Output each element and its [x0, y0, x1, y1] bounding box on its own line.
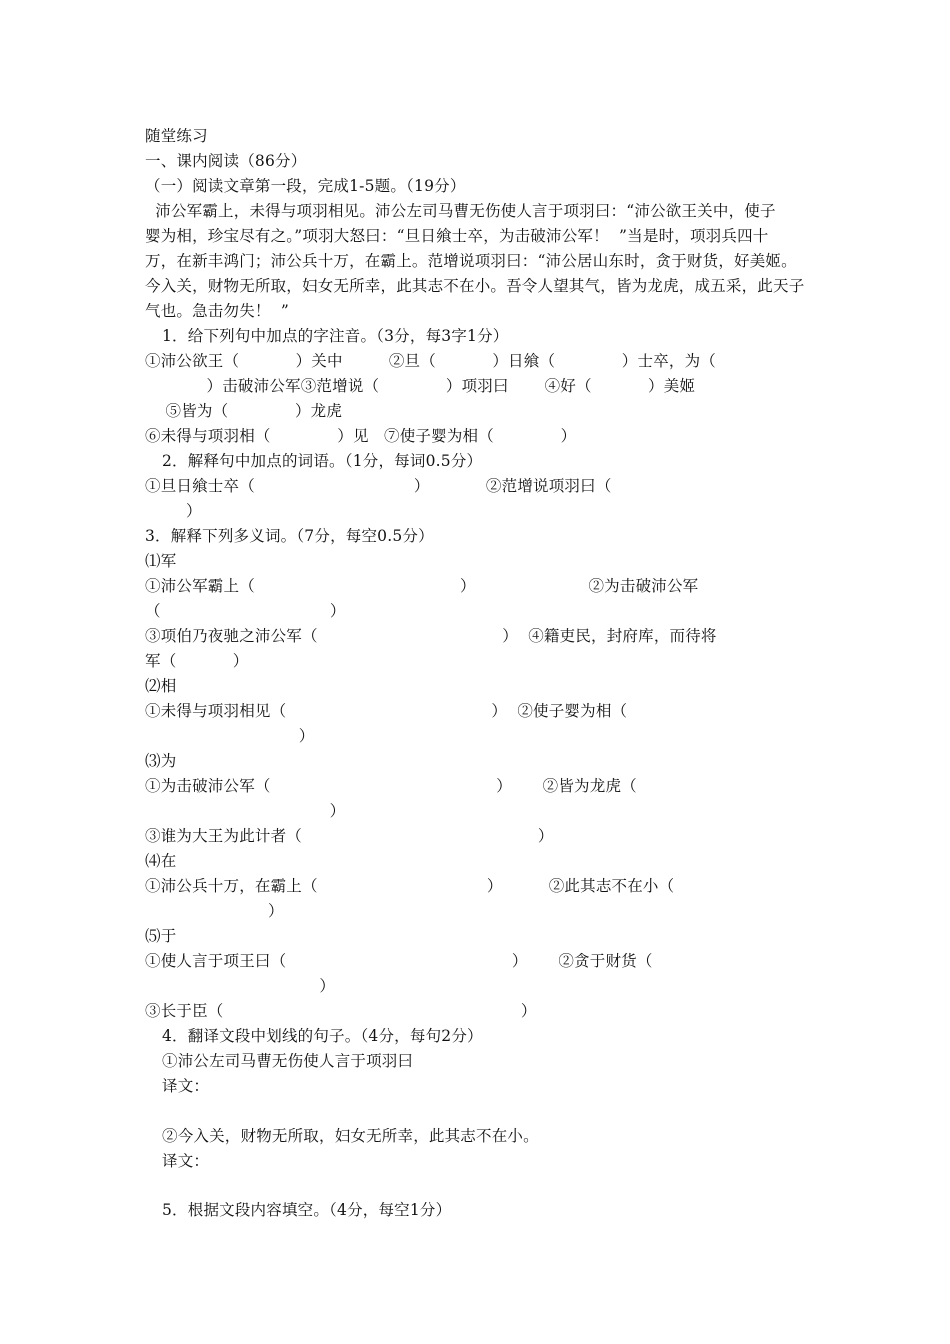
question-3-line: ⑶为	[145, 752, 177, 770]
question-3-line: ①沛公兵十万，在霸上（ ） ②此其志不在小（	[145, 877, 675, 895]
question-3-line: ①为击破沛公军（ ） ②皆为龙虎（	[145, 777, 637, 795]
question-1-line: ⑥未得与项羽相（ ）见 ⑦使子婴为相（ ）	[145, 427, 577, 445]
section-heading: 一、课内阅读（86分）	[145, 152, 307, 170]
doc-title: 随堂练习	[145, 127, 208, 145]
question-3-line: ）	[145, 902, 284, 920]
question-3-line: ③项伯乃夜驰之沛公军（ ） ④籍吏民，封府库，而待将	[145, 627, 717, 645]
passage-line: 气也。急击勿失！ ”	[145, 302, 289, 320]
passage-line: 沛公军霸上，未得与项羽相见。沛公左司马曹无伤使人言于项羽曰：“沛公欲王关中，使子	[145, 202, 776, 220]
question-1-prompt: 1．给下列句中加点的字注音。（3分，每3字1分）	[162, 327, 509, 345]
question-3-line: ）	[145, 802, 346, 820]
question-3-line: ）	[145, 727, 315, 745]
question-3-line: 军（ ）	[145, 652, 249, 670]
question-5-prompt: 5．根据文段内容填空。（4分，每空1分）	[162, 1201, 452, 1219]
question-3-line: ⑸于	[145, 927, 177, 945]
question-2-line: ）	[145, 502, 202, 520]
passage-line: 婴为相，珍宝尽有之。”项羽大怒曰：“旦日飨士卒，为击破沛公军！ ”当是时，项羽兵四十	[145, 227, 769, 245]
passage-line: 万，在新丰鸿门；沛公兵十万，在霸上。范增说项羽曰：“沛公居山东时，贪于财货，好美姬。	[145, 252, 797, 270]
question-3-prompt: 3．解释下列多义词。（7分，每空0.5分）	[145, 527, 434, 545]
question-1-line: ）击破沛公军③范增说（ ）项羽曰 ④好（ ）美姬	[145, 377, 696, 395]
question-3-line: ①使人言于项王曰（ ） ②贪于财货（	[145, 952, 653, 970]
question-3-line: ③长于臣（ ）	[145, 1002, 537, 1020]
question-1-line: ①沛公欲王（ ）关中 ②旦（ ）日飨（ ）士卒，为（	[145, 352, 716, 370]
question-3-line: （ ）	[145, 602, 346, 620]
question-3-line: ）	[145, 977, 336, 995]
question-2-line: ①旦日飨士卒（ ） ②范增说项羽曰（	[145, 477, 612, 495]
question-4-prompt: 4．翻译文段中划线的句子。（4分，每句2分）	[162, 1027, 483, 1045]
question-3-line: ③谁为大王为此计者（ ）	[145, 827, 554, 845]
translation-label: 译文：	[162, 1152, 210, 1170]
question-4-sentence: ①沛公左司马曹无伤使人言于项羽曰	[162, 1052, 414, 1070]
question-3-line: ①沛公军霸上（ ） ②为击破沛公军	[145, 577, 699, 595]
question-3-line: ⑴军	[145, 552, 177, 570]
part-heading: （一）阅读文章第一段，完成1-5题。（19分）	[145, 177, 466, 195]
translation-label: 译文：	[162, 1077, 210, 1095]
question-3-line: ⑵相	[145, 677, 177, 695]
question-3-line: ①未得与项羽相见（ ） ②使子婴为相（	[145, 702, 628, 720]
question-1-line: ⑤皆为（ ）龙虎	[145, 402, 343, 420]
question-2-prompt: 2．解释句中加点的词语。（1分，每词0.5分）	[162, 452, 483, 470]
question-3-line: ⑷在	[145, 852, 177, 870]
passage-line: 今入关，财物无所取，妇女无所幸，此其志不在小。吾令人望其气，皆为龙虎，成五采，此天子	[145, 277, 805, 295]
question-4-sentence: ②今入关，财物无所取，妇女无所幸，此其志不在小。	[162, 1127, 539, 1145]
